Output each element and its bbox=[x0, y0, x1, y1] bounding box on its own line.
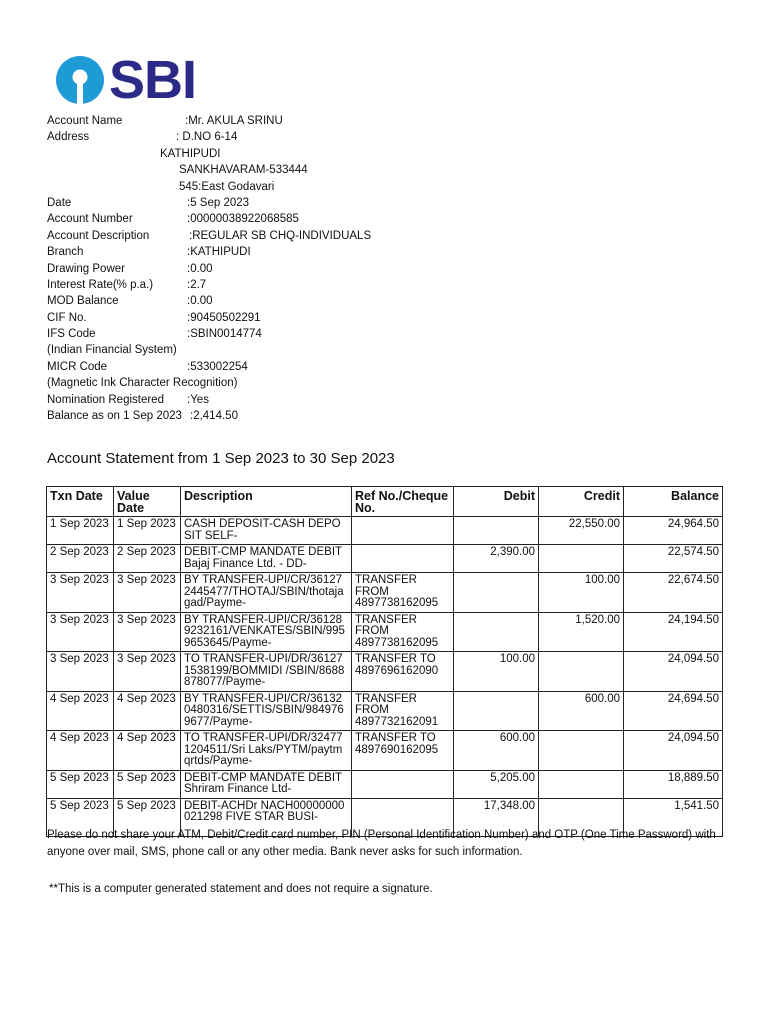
cell-debit: 600.00 bbox=[454, 731, 539, 771]
cell-credit: 1,520.00 bbox=[539, 612, 624, 652]
info-value: :2.7 bbox=[187, 278, 207, 291]
info-value: :533002254 bbox=[187, 360, 248, 373]
cell-description: BY TRANSFER-UPI/CR/361320480316/SETTIS/SBIN/9849769677/Payme- bbox=[181, 691, 352, 731]
cell-credit: 100.00 bbox=[539, 573, 624, 613]
cell-description: TO TRANSFER-UPI/DR/361271538199/BOMMIDI /SBIN/8688878077/Payme- bbox=[181, 652, 352, 692]
cell-txn-date: 5 Sep 2023 bbox=[47, 798, 114, 836]
security-notice bbox=[47, 827, 737, 861]
col-value-date: Value Date bbox=[114, 487, 181, 517]
info-label: Nomination Registered bbox=[47, 393, 164, 406]
cell-value-date: 3 Sep 2023 bbox=[114, 573, 181, 613]
cell-description: BY TRANSFER-UPI/CR/361289232161/VENKATES/SBIN/9959653645/Payme- bbox=[181, 612, 352, 652]
info-label: (Magnetic Ink Character Recognition) bbox=[47, 377, 238, 390]
table-row bbox=[47, 652, 723, 692]
cell-credit bbox=[539, 545, 624, 573]
info-value: KATHIPUDI bbox=[160, 147, 221, 160]
col-description: Description bbox=[181, 487, 352, 517]
info-value: :90450502291 bbox=[187, 311, 261, 324]
cell-balance: 1,541.50 bbox=[624, 798, 723, 836]
table-row bbox=[47, 545, 723, 573]
cell-credit bbox=[539, 770, 624, 798]
info-value: :0.00 bbox=[187, 295, 213, 308]
notice-text: Please do not share your ATM, Debit/Credit card number, PIN (Personal Identification Number) and OTP (One Time Password) with anyone over mail, SMS, phone call or any other media. Bank never asks for such information. bbox=[47, 829, 716, 858]
cell-description: CASH DEPOSIT-CASH DEPOSIT SELF- bbox=[181, 517, 352, 545]
cell-value-date: 4 Sep 2023 bbox=[114, 691, 181, 731]
cell-balance: 22,574.50 bbox=[624, 545, 723, 573]
cell-balance: 24,694.50 bbox=[624, 691, 723, 731]
table-row bbox=[47, 731, 723, 771]
cell-txn-date: 3 Sep 2023 bbox=[47, 573, 114, 613]
cell-debit bbox=[454, 517, 539, 545]
info-value: :Mr. AKULA SRINU bbox=[185, 115, 283, 127]
cell-balance: 22,674.50 bbox=[624, 573, 723, 613]
info-label: Balance as on 1 Sep 2023 bbox=[47, 410, 182, 423]
cell-debit: 2,390.00 bbox=[454, 545, 539, 573]
table-row bbox=[47, 573, 723, 613]
footer-note: **This is a computer generated statement and does not require a signature. bbox=[49, 883, 433, 895]
info-label: Drawing Power bbox=[47, 262, 125, 275]
cell-value-date: 4 Sep 2023 bbox=[114, 731, 181, 771]
cell-ref: TRANSFER TO 4897696162090 bbox=[352, 652, 454, 692]
table-row bbox=[47, 770, 723, 798]
cell-balance: 18,889.50 bbox=[624, 770, 723, 798]
cell-credit bbox=[539, 731, 624, 771]
cell-ref: TRANSFER FROM 4897738162095 bbox=[352, 612, 454, 652]
cell-credit: 22,550.00 bbox=[539, 517, 624, 545]
cell-txn-date: 5 Sep 2023 bbox=[47, 770, 114, 798]
cell-description: DEBIT-CMP MANDATE DEBIT Shriram Finance Ltd- bbox=[181, 770, 352, 798]
col-balance: Balance bbox=[624, 487, 723, 517]
info-value: :2,414.50 bbox=[190, 410, 238, 423]
cell-ref bbox=[352, 545, 454, 573]
info-value: 545:East Godavari bbox=[179, 180, 275, 193]
cell-credit bbox=[539, 652, 624, 692]
info-label: Interest Rate(% p.a.) bbox=[47, 278, 154, 291]
info-label: MICR Code bbox=[47, 360, 108, 373]
cell-value-date: 5 Sep 2023 bbox=[114, 770, 181, 798]
cell-debit bbox=[454, 573, 539, 613]
info-label: Account Number bbox=[47, 213, 133, 226]
info-label: Branch bbox=[47, 246, 84, 259]
cell-txn-date: 3 Sep 2023 bbox=[47, 612, 114, 652]
cell-value-date: 1 Sep 2023 bbox=[114, 517, 181, 545]
cell-debit bbox=[454, 612, 539, 652]
cell-ref bbox=[352, 770, 454, 798]
info-value: :00000038922068585 bbox=[187, 213, 299, 226]
col-debit: Debit bbox=[454, 487, 539, 517]
cell-value-date: 3 Sep 2023 bbox=[114, 612, 181, 652]
table-header-row bbox=[47, 487, 723, 517]
col-ref: Ref No./Cheque No. bbox=[352, 487, 454, 517]
info-value: :KATHIPUDI bbox=[187, 246, 251, 259]
table-row bbox=[47, 691, 723, 731]
transactions-table bbox=[46, 486, 723, 837]
cell-ref: TRANSFER FROM 4897732162091 bbox=[352, 691, 454, 731]
cell-description: TO TRANSFER-UPI/DR/324771204511/Sri Laks/PYTM/paytmqrtds/Payme- bbox=[181, 731, 352, 771]
cell-txn-date: 3 Sep 2023 bbox=[47, 652, 114, 692]
cell-debit bbox=[454, 691, 539, 731]
cell-debit: 17,348.00 bbox=[454, 798, 539, 836]
info-label: Account Name bbox=[47, 115, 123, 127]
table-row bbox=[47, 517, 723, 545]
bank-logo bbox=[55, 50, 197, 110]
info-value: :Yes bbox=[187, 393, 209, 406]
cell-value-date: 3 Sep 2023 bbox=[114, 652, 181, 692]
cell-ref bbox=[352, 517, 454, 545]
cell-balance: 24,094.50 bbox=[624, 652, 723, 692]
cell-balance: 24,094.50 bbox=[624, 731, 723, 771]
cell-description: BY TRANSFER-UPI/CR/361272445477/THOTAJ/SBIN/thotajagad/Payme- bbox=[181, 573, 352, 613]
cell-balance: 24,964.50 bbox=[624, 517, 723, 545]
info-value: :5 Sep 2023 bbox=[187, 196, 250, 209]
info-value: :REGULAR SB CHQ-INDIVIDUALS bbox=[189, 229, 372, 242]
info-value: :0.00 bbox=[187, 262, 213, 275]
info-value: : D.NO 6-14 bbox=[176, 131, 238, 144]
cell-txn-date: 1 Sep 2023 bbox=[47, 517, 114, 545]
cell-balance: 24,194.50 bbox=[624, 612, 723, 652]
cell-debit: 5,205.00 bbox=[454, 770, 539, 798]
cell-debit: 100.00 bbox=[454, 652, 539, 692]
statement-title: Account Statement from 1 Sep 2023 to 30 Sep 2023 bbox=[47, 450, 395, 467]
cell-ref: TRANSFER FROM 4897738162095 bbox=[352, 573, 454, 613]
cell-txn-date: 2 Sep 2023 bbox=[47, 545, 114, 573]
cell-credit: 600.00 bbox=[539, 691, 624, 731]
info-label: (Indian Financial System) bbox=[47, 344, 177, 357]
cell-value-date: 5 Sep 2023 bbox=[114, 798, 181, 836]
col-txn-date: Txn Date bbox=[47, 487, 114, 517]
col-credit: Credit bbox=[539, 487, 624, 517]
cell-description: DEBIT-ACHDr NACH00000000021298 FIVE STAR BUSI- bbox=[181, 798, 352, 836]
info-label: CIF No. bbox=[47, 311, 87, 324]
sbi-keyhole-logo-icon bbox=[55, 55, 105, 105]
info-label: Date bbox=[47, 196, 72, 209]
cell-description: DEBIT-CMP MANDATE DEBIT Bajaj Finance Ltd. - DD- bbox=[181, 545, 352, 573]
info-label: Address bbox=[47, 131, 90, 144]
brand-name: SBI bbox=[109, 50, 197, 110]
info-label: Account Description bbox=[47, 229, 150, 242]
info-label: MOD Balance bbox=[47, 295, 119, 308]
cell-ref: TRANSFER TO 4897690162095 bbox=[352, 731, 454, 771]
cell-value-date: 2 Sep 2023 bbox=[114, 545, 181, 573]
info-value: :SBIN0014774 bbox=[187, 328, 262, 341]
info-label: IFS Code bbox=[47, 328, 96, 341]
cell-txn-date: 4 Sep 2023 bbox=[47, 731, 114, 771]
table-row bbox=[47, 612, 723, 652]
cell-txn-date: 4 Sep 2023 bbox=[47, 691, 114, 731]
info-value: SANKHAVARAM-533444 bbox=[179, 164, 308, 177]
